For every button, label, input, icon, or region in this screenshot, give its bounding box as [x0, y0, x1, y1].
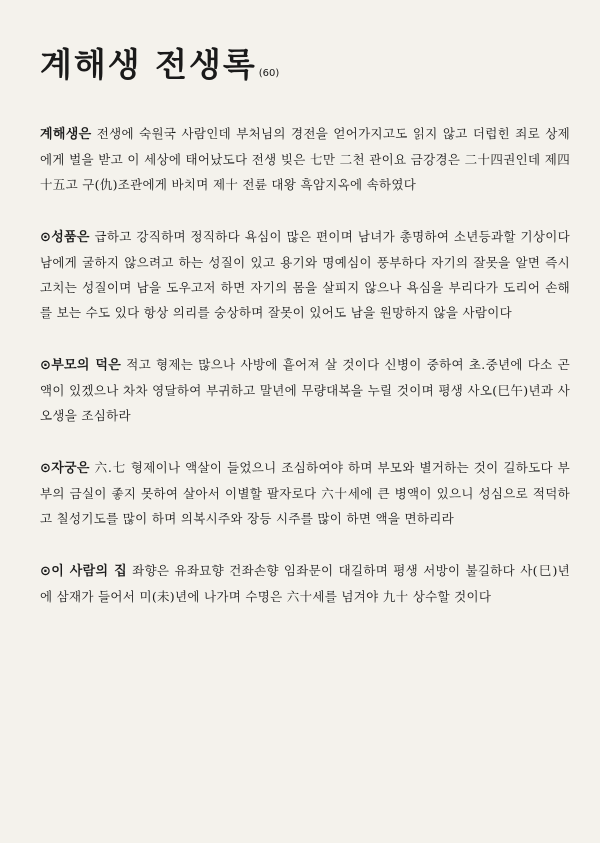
- paragraph-text: 전생에 숙원국 사람인데 부처님의 경전을 얻어가지고도 읽지 않고 더럽힌 죄로 상제에게 벌을 받고 이 세상에 태어났도다 전생 빚은 七만 二천 관이요 금강경은 二十四권인데 제四十五고 구(仇)조관에게 바치며 제十 전륜 대왕 흑암지옥에 속하였다: [40, 126, 570, 192]
- title-row: [40, 45, 570, 84]
- paragraph-text: 좌향은 유좌묘향 건좌손향 임좌문이 대길하며 평생 서방이 불길하다 사(巳)년에 삼재가 들어서 미(未)년에 나가며 수명은 六十세를 넘겨야 九十 상수할 것이다: [40, 563, 570, 604]
- paragraph-text: 적고 형제는 많으나 사방에 흩어져 살 것이다 신병이 중하여 초.중년에 다소 곤액이 있겠으나 차차 영달하여 부귀하고 말년에 무량대복을 누릴 것이며 평생 사오(巳午)년과 사오생을 조심하라: [40, 357, 570, 423]
- paragraph-text: 급하고 강직하며 정직하다 욕심이 많은 편이며 남녀가 총명하여 소년등과할 기상이다 남에게 굴하지 않으려고 하는 성질이 있고 용기와 명예심이 풍부하다 자기의 잘못을 알면 즉시 고치는 성질이며 남을 도우고저 하면 자기의 몸을 살피지 않으나 욕심을 부리다가 도리어 손해를 보는 수도 있다 항상 의리를 숭상하며 잘못이 있어도 남을 원망하지 않을 사람이다: [40, 229, 570, 320]
- paragraph-children: [40, 455, 570, 531]
- paragraph-past-life: [40, 121, 570, 197]
- paragraph-heading: ⊙자궁은: [40, 461, 90, 476]
- paragraph-parents: [40, 352, 570, 428]
- paragraph-heading: ⊙부모의 덕은: [40, 358, 122, 373]
- paragraph-heading: 계해생은: [40, 127, 92, 142]
- paragraph-heading: ⊙성품은: [40, 230, 90, 245]
- paragraph-house: [40, 558, 570, 609]
- paragraph-text: 六.七 형제이나 액살이 들었으니 조심하여야 하며 부모와 별거하는 것이 길하도다 부부의 금실이 좋지 못하여 살아서 이별할 팔자로다 六十세에 큰 병액이 있으니 성심으로 적덕하고 칠성기도를 많이 하며 의복시주와 장등 시주를 많이 하면 액을 면하리라: [40, 460, 570, 526]
- page-title: 계해생 전생록: [40, 45, 257, 84]
- paragraph-character: [40, 224, 570, 325]
- paragraph-heading: ⊙이 사람의 집: [40, 564, 127, 579]
- page-number: (60): [258, 68, 280, 79]
